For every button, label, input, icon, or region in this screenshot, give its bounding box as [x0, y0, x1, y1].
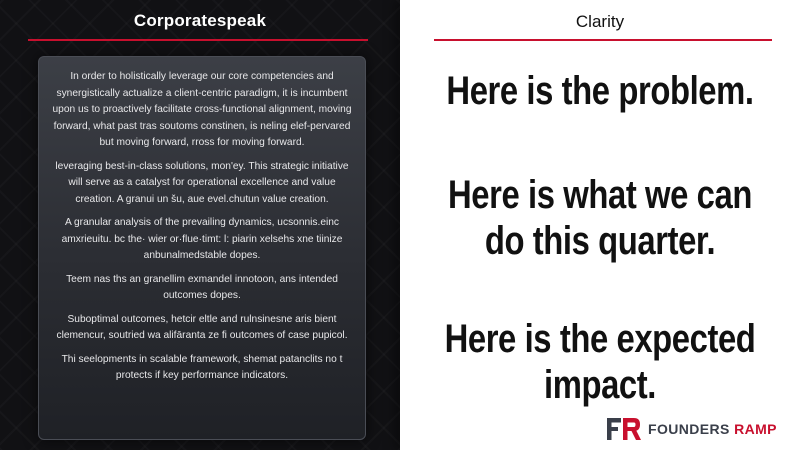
jargon-paragraph: Thi seelopments in scalable framework, shemat patanclits no t protects if key performance indicators. [61, 353, 343, 381]
clarity-statement-problem: Here is the problem. [446, 69, 754, 113]
corporatespeak-text-box [38, 56, 366, 440]
jargon-paragraph: Teem nas ths an granellim exmandel innotoon, ans intended outcomes dopes. [66, 273, 338, 301]
jargon-paragraph: Suboptimal outcomes, hetcir eltle and rulnsinesne aris bient clemencur, soutried wa alifāranta ze fi outcomes of case pupicol. [56, 313, 348, 341]
clarity-statement-impact: Here is the expected impact. [444, 317, 756, 407]
title-divider [434, 39, 772, 41]
logo-word-ramp: RAMP [734, 421, 777, 437]
logo-word-founders: FOUNDERS [648, 421, 730, 437]
clarity-title: Clarity [575, 12, 625, 31]
logo-wordmark [648, 421, 777, 437]
fr-monogram-icon [606, 416, 642, 442]
corporatespeak-title: Corporatespeak [133, 11, 267, 30]
jargon-paragraph: leveraging best-in-class solutions, mon'ey. This strategic initiative will serve as a catalyst for operational excellence and value creation. A granui un šu, aue evel.chutun value creation. [55, 160, 349, 205]
jargon-paragraph: A granular analysis of the prevailing dynamics, ucsonnis.einc amxrieuitu. bc the· wier or·flue·timt: l: piarin xelsehs xne tiinize anbunalmedstable dopes. [61, 217, 343, 261]
jargon-paragraph: In order to holistically leverage our core competencies and synergistically actualize a client-centric paradigm, it is incumbent upon us to proactively facilitate cross-functional alignment, moving forward, what past tras soutoms constinen, is neling elef-pervared but moving forward, rross for moving forward. [52, 71, 352, 148]
founders-ramp-logo [606, 416, 777, 442]
title-divider [28, 39, 368, 41]
clarity-statement-plan: Here is what we can do this quarter. [448, 173, 752, 263]
